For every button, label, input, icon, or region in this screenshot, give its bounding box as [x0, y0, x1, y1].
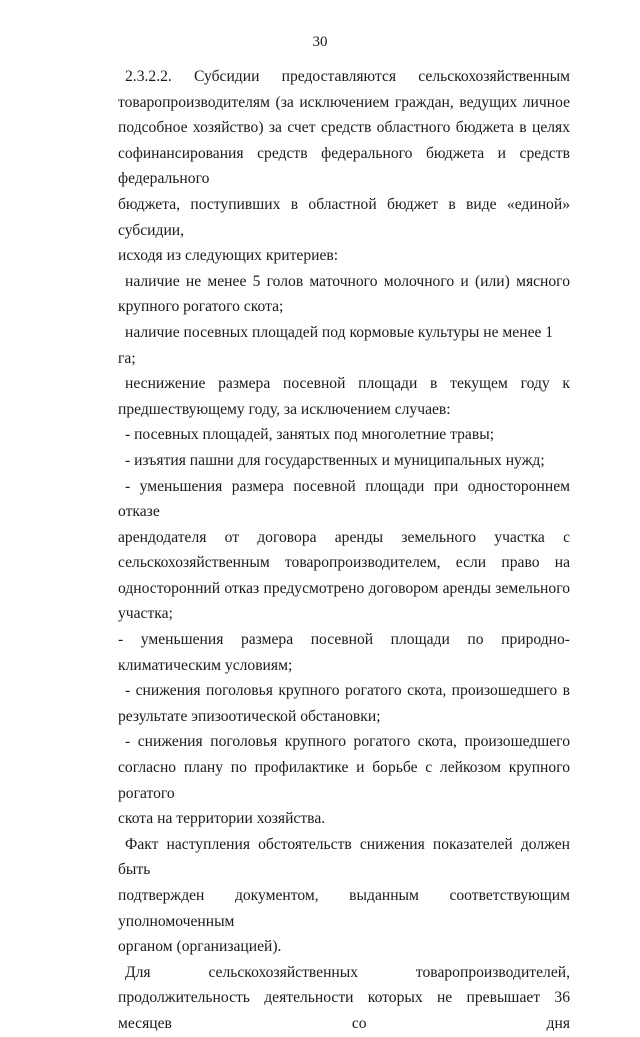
list-item: - посевных площадей, занятых под многолетние травы;	[125, 426, 495, 444]
paragraph-line: скота на территории хозяйства.	[118, 810, 326, 828]
list-item: - снижения поголовья крупного рогатого скота, произошедшего	[125, 733, 570, 751]
paragraph-line: наличие не менее 5 голов маточного молочного и (или) мясного	[125, 272, 570, 290]
paragraph-line: неснижение размера посевной площади в текущем году к	[125, 375, 570, 393]
list-item: - изъятия пашни для государственных и муниципальных нужд;	[125, 451, 545, 469]
list-item: - снижения поголовья крупного рогатого скота, произошедшего в	[125, 682, 570, 700]
list-item: - уменьшения размера посевной площади по природно-	[118, 631, 570, 649]
paragraph-line: участка;	[118, 605, 173, 623]
paragraph-line: органом (организацией).	[118, 938, 282, 956]
paragraph-line: согласно плану по профилактике и борьбе с лейкозом крупного рогатого	[118, 759, 570, 802]
paragraph-line: бюджета, поступивших в областной бюджет в виде «единой» субсидии,	[118, 195, 570, 239]
paragraph-line: крупного рогатого скота;	[118, 298, 284, 316]
paragraph-line: Факт наступления обстоятельств снижения показателей должен быть	[118, 835, 570, 879]
page-number: 30	[312, 34, 328, 50]
paragraph-line: климатическим условиям;	[118, 656, 293, 674]
paragraph-line: подтвержден документом, выданным соответствующим уполномоченным	[118, 887, 570, 930]
paragraph-line: наличие посевных площадей под кормовые культуры не менее 1 га;	[118, 323, 554, 367]
paragraph-line: исходя из следующих критериев:	[118, 247, 339, 265]
paragraph-line: арендодателя от договора аренды земельного участка с	[118, 528, 570, 546]
paragraph-line: результате эпизоотической обстановки;	[118, 707, 381, 725]
paragraph-line: сельскохозяйственным товаропроизводителем, если право на	[118, 554, 570, 572]
paragraph-line: продолжительность деятельности которых не превышает 36 месяцев со дня	[118, 989, 570, 1032]
paragraph-line: товаропроизводителям (за исключением граждан, ведущих личное	[118, 93, 570, 111]
paragraph-line: подсобное хозяйство) за счет средств областного бюджета в целях	[118, 119, 570, 137]
paragraph-line: софинансирования средств федерального бюджета и средств федерального	[118, 144, 570, 188]
list-item: - уменьшения размера посевной площади при одностороннем отказе	[118, 477, 570, 521]
paragraph-line: односторонний отказ предусмотрено договором аренды земельного	[118, 579, 570, 597]
paragraph-line: предшествующему году, за исключением случаев:	[118, 400, 451, 418]
paragraph-line: 2.3.2.2. Субсидии предоставляются сельскохозяйственным	[125, 68, 570, 85]
paragraph-line: Для сельскохозяйственных товаропроизводителей,	[125, 963, 570, 981]
document-body	[118, 64, 570, 1037]
